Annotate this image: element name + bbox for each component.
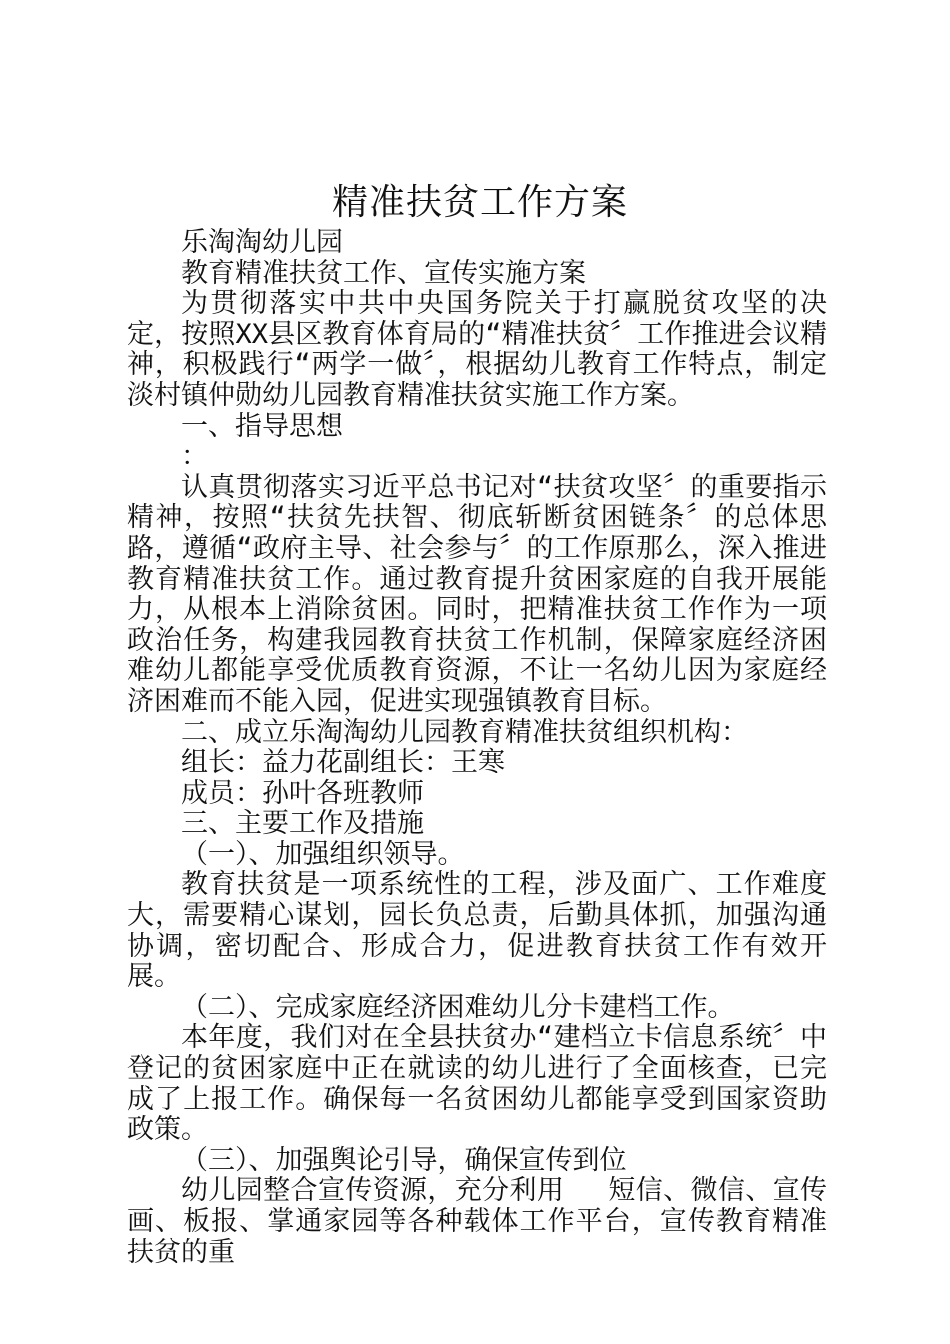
paragraph-team-members: 成员：孙叶各班教师 xyxy=(181,777,424,809)
paragraph-team-leader: 组长：益力花副组长：王寒 xyxy=(181,747,505,779)
document-body xyxy=(127,228,827,1268)
subheading-publicity: （三）、加强舆论引导，确保宣传到位 xyxy=(181,1144,627,1176)
heading-main-work: 三、主要工作及措施 xyxy=(181,808,424,840)
paragraph-guiding-ideology: 认真贯彻落实习近平总书记对“扶贫攻坚〞的重要指示精神，按照“扶贫先扶智、彻底斩断贫困链条〞的总体思路，遵循“政府主导、社会参与〞的工作原那么，深入推进教育精准扶贫工作。通过教育提升贫困家庭的自我开展能力，从根本上消除贫困。同时，把精准扶贫工作作为一项政治任务，构建我园教育扶贫工作机制，保障家庭经济困难幼儿都能享受优质教育资源，不让一名幼儿因为家庭经济困难而不能入园，促进实现强镇教育目标。 xyxy=(127,471,827,717)
heading-guiding-ideology: 一、指导思想 xyxy=(181,410,343,442)
paragraph-leadership: 教育扶贫是一项系统性的工程，涉及面广、工作难度大，需要精心谋划，园长负总责，后勤具体抓，加强沟通协调，密切配合、形成合力，促进教育扶贫工作有效开展。 xyxy=(127,869,827,993)
subheading-leadership: （一）、加强组织领导。 xyxy=(181,838,465,870)
paragraph-colon: ： xyxy=(181,441,208,473)
paragraph-school-name: 乐淘淘幼儿园 xyxy=(181,227,343,258)
paragraph-intro: 为贯彻落实中共中央国务院关于打赢脱贫攻坚的决定，按照XX县区教育体育局的“精准扶贫〞工作推进会议精神，积极践行“两学一做〞，根据幼儿教育工作特点，制定淡村镇仲勋幼儿园教育精准扶贫实施工作方案。 xyxy=(127,288,827,411)
subheading-archives: （二）、完成家庭经济困难幼儿分卡建档工作。 xyxy=(181,991,735,1023)
heading-organization: 二、成立乐淘淘幼儿园教育精准扶贫组织机构： xyxy=(181,716,748,748)
paragraph-subtitle: 教育精准扶贫工作、宣传实施方案 xyxy=(181,257,586,289)
paragraph-archives: 本年度，我们对在全县扶贫办“建档立卡信息系统〞中登记的贫困家庭中正在就读的幼儿进行了全面核查，已完成了上报工作。确保每一名贫困幼儿都能享受到国家资助政策。 xyxy=(127,1022,827,1146)
paragraph-publicity: 幼儿园整合宣传资源，充分利用 短信、微信、宣传画、板报、掌通家园等各种载体工作平台，宣传教育精准扶贫的重 xyxy=(127,1175,827,1268)
document-title: 精准扶贫工作方案 xyxy=(331,182,628,223)
